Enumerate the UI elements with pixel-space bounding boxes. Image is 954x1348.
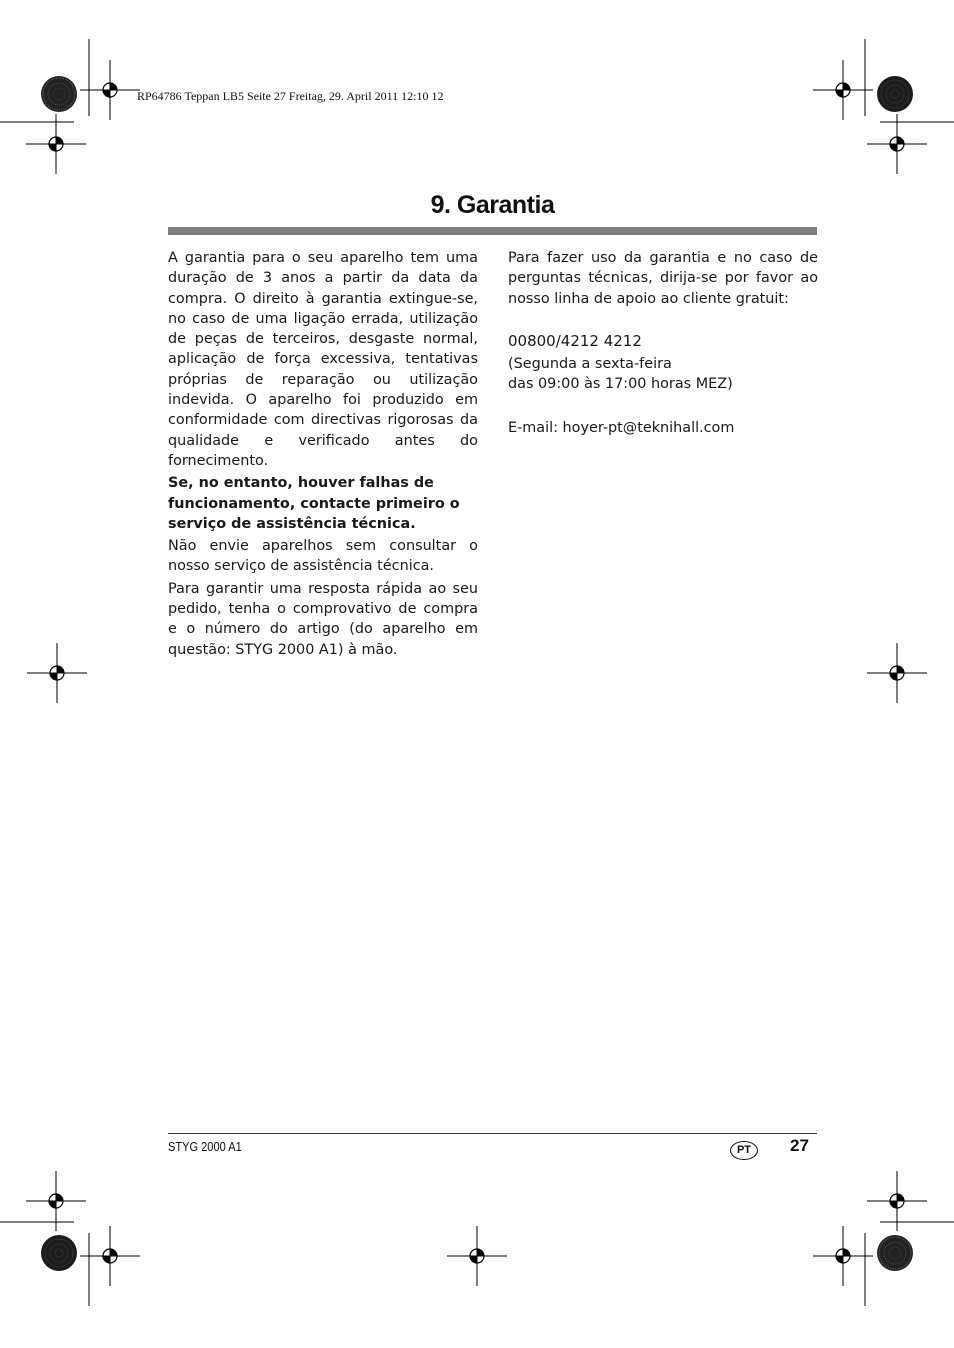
support-hours-line2: das 09:00 às 17:00 horas MEZ) xyxy=(508,376,733,393)
registration-mark xyxy=(867,114,927,174)
support-email: E-mail: hoyer-pt@teknihall.com xyxy=(508,419,735,436)
support-hours-line1: (Segunda a sexta-feira xyxy=(508,356,672,373)
language-badge: PT xyxy=(730,1141,758,1160)
dark-disc-mark xyxy=(41,1235,77,1271)
registration-mark xyxy=(447,1226,507,1286)
registration-mark xyxy=(867,643,927,703)
footer-model: STYG 2000 A1 xyxy=(168,1139,242,1154)
registration-mark xyxy=(813,60,873,120)
support-phone: 00800/4212 4212 xyxy=(508,331,642,350)
starburst-mark xyxy=(877,1235,913,1271)
page-number: 27 xyxy=(790,1136,809,1155)
warranty-paragraph: A garantia para o seu aparelho tem uma duração de 3 anos a partir da data da compra. O direito à garantia extingue-se, no caso de uma ligação errada, utilização de peças de terceiros, desgaste normal, aplicação de força excessiva, tentativas próprias de reparação ou utilização indevida. O aparelho foi produzido em conformidade com directivas rigorosas da qualidade e verificado antes do fornecimento. xyxy=(168,250,478,469)
footer-rule xyxy=(168,1133,817,1134)
dark-disc-mark xyxy=(877,76,913,112)
print-info-header: RP64786 Teppan LB5 Seite 27 Freitag, 29. April 2011 12:10 12 xyxy=(137,89,444,103)
malfunction-notice: Se, no entanto, houver falhas de funcionamento, contacte primeiro o serviço de assistência técnica. xyxy=(168,475,460,532)
section-title: 9. Garantia xyxy=(430,191,555,219)
registration-mark xyxy=(27,643,87,703)
return-paragraph: Não envie aparelhos sem consultar o nosso serviço de assistência técnica. xyxy=(168,538,478,575)
registration-mark xyxy=(813,1226,873,1286)
registration-mark xyxy=(26,114,86,174)
support-intro: Para fazer uso da garantia e no caso de perguntas técnicas, dirija-se por favor ao nosso linha de apoio ao cliente gratuit: xyxy=(508,250,818,307)
receipt-paragraph: Para garantir uma resposta rápida ao seu pedido, tenha o comprovativo de compra e o número do artigo (do aparelho em questão: STYG 2000 A1) à mão. xyxy=(168,580,478,658)
right-column xyxy=(508,248,818,438)
left-column xyxy=(168,248,478,660)
title-rule xyxy=(168,227,817,235)
starburst-mark xyxy=(41,76,77,112)
